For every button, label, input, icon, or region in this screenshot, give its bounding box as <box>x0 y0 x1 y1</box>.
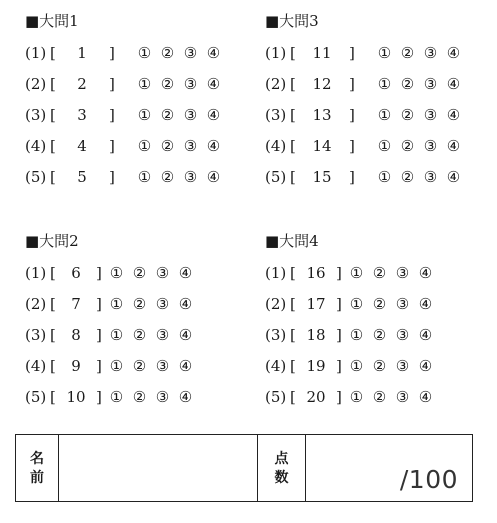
question-label: (1) <box>25 44 47 62</box>
bracket-close: ] <box>349 137 355 155</box>
answer-option[interactable]: ④ <box>206 137 221 155</box>
answer-option[interactable]: ① <box>349 295 364 313</box>
name-label-cell <box>16 435 59 501</box>
question-row <box>265 43 461 63</box>
answer-options <box>345 263 437 283</box>
answer-option[interactable]: ③ <box>395 295 410 313</box>
answer-option[interactable]: ① <box>109 388 124 406</box>
section-title: ■大問4 <box>265 232 319 250</box>
answer-option[interactable]: ② <box>400 44 415 62</box>
answer-option[interactable]: ③ <box>155 264 170 282</box>
answer-option[interactable]: ③ <box>183 75 198 93</box>
bracket-close: ] <box>336 388 342 406</box>
question-number: 17 <box>306 295 326 313</box>
question-row <box>25 74 221 94</box>
question-number: 4 <box>77 137 87 155</box>
answer-option[interactable]: ② <box>372 326 387 344</box>
question-row <box>25 294 193 314</box>
question-label: (3) <box>25 326 47 344</box>
answer-option[interactable]: ④ <box>446 75 461 93</box>
question-row <box>25 356 193 376</box>
question-label: (1) <box>25 264 47 282</box>
question-number: 20 <box>306 388 326 406</box>
answer-option[interactable]: ③ <box>183 137 198 155</box>
answer-option[interactable]: ③ <box>395 388 410 406</box>
question-row <box>25 167 221 187</box>
answer-option[interactable]: ③ <box>395 357 410 375</box>
bracket-close: ] <box>349 44 355 62</box>
bracket-open: [ <box>50 75 56 93</box>
question-label: (4) <box>265 357 287 375</box>
answer-options <box>345 387 437 407</box>
bracket-close: ] <box>336 295 342 313</box>
answer-options <box>105 263 197 283</box>
answer-option[interactable]: ① <box>349 264 364 282</box>
answer-option[interactable]: ④ <box>178 388 193 406</box>
answer-options <box>133 105 225 125</box>
answer-options <box>373 136 465 156</box>
answer-option[interactable]: ③ <box>183 168 198 186</box>
bracket-open: [ <box>50 388 56 406</box>
answer-option[interactable]: ④ <box>446 44 461 62</box>
bracket-open: [ <box>290 388 296 406</box>
bracket-close: ] <box>96 357 102 375</box>
answer-option[interactable]: ④ <box>178 264 193 282</box>
bracket-close: ] <box>349 106 355 124</box>
bracket-open: [ <box>290 44 296 62</box>
answer-options <box>133 136 225 156</box>
score-label-char: 点 <box>274 451 289 467</box>
bracket-close: ] <box>109 137 115 155</box>
bracket-open: [ <box>290 264 296 282</box>
question-number: 8 <box>71 326 81 344</box>
bracket-close: ] <box>336 357 342 375</box>
answer-options <box>345 325 437 345</box>
answer-option[interactable]: ② <box>400 137 415 155</box>
section-3 <box>265 11 461 187</box>
question-row <box>25 43 221 63</box>
answer-option[interactable]: ② <box>132 264 147 282</box>
question-row <box>265 294 433 314</box>
answer-option[interactable]: ② <box>400 75 415 93</box>
answer-option[interactable]: ④ <box>206 75 221 93</box>
answer-option[interactable]: ① <box>377 168 392 186</box>
answer-option[interactable]: ④ <box>206 168 221 186</box>
question-label: (2) <box>25 295 47 313</box>
answer-option[interactable]: ① <box>377 137 392 155</box>
question-label: (1) <box>265 264 287 282</box>
answer-option[interactable]: ① <box>137 137 152 155</box>
answer-option[interactable]: ① <box>377 106 392 124</box>
answer-options <box>133 74 225 94</box>
answer-option[interactable]: ② <box>160 137 175 155</box>
answer-options <box>105 387 197 407</box>
answer-option[interactable]: ④ <box>418 295 433 313</box>
bracket-open: [ <box>50 168 56 186</box>
question-row <box>25 105 221 125</box>
answer-option[interactable]: ① <box>137 106 152 124</box>
bracket-close: ] <box>109 168 115 186</box>
answer-option[interactable]: ② <box>400 106 415 124</box>
answer-option[interactable]: ② <box>132 295 147 313</box>
answer-option[interactable]: ② <box>372 388 387 406</box>
bracket-open: [ <box>290 168 296 186</box>
answer-option[interactable]: ③ <box>155 326 170 344</box>
question-label: (1) <box>265 44 287 62</box>
answer-option[interactable]: ④ <box>206 106 221 124</box>
bracket-open: [ <box>50 326 56 344</box>
answer-option[interactable]: ① <box>109 264 124 282</box>
question-number: 13 <box>312 106 332 124</box>
bracket-open: [ <box>290 295 296 313</box>
question-label: (2) <box>265 295 287 313</box>
answer-option[interactable]: ③ <box>423 75 438 93</box>
question-row <box>265 74 461 94</box>
question-number: 3 <box>77 106 87 124</box>
answer-option[interactable]: ② <box>160 106 175 124</box>
question-row <box>25 387 193 407</box>
answer-option[interactable]: ④ <box>206 44 221 62</box>
question-number: 2 <box>77 75 87 93</box>
name-field[interactable] <box>59 435 258 501</box>
answer-option[interactable]: ③ <box>423 106 438 124</box>
answer-option[interactable]: ② <box>372 357 387 375</box>
question-row <box>265 325 433 345</box>
question-number: 16 <box>306 264 326 282</box>
score-table <box>15 434 473 502</box>
section-1 <box>25 11 221 187</box>
bracket-close: ] <box>109 44 115 62</box>
question-label: (3) <box>265 106 287 124</box>
answer-options <box>345 294 437 314</box>
answer-option[interactable]: ④ <box>446 168 461 186</box>
question-label: (5) <box>265 388 287 406</box>
answer-options <box>133 43 225 63</box>
question-number: 10 <box>66 388 86 406</box>
bracket-open: [ <box>50 44 56 62</box>
question-number: 12 <box>312 75 332 93</box>
question-label: (3) <box>25 106 47 124</box>
answer-option[interactable]: ③ <box>183 44 198 62</box>
bracket-open: [ <box>290 106 296 124</box>
bracket-open: [ <box>50 137 56 155</box>
section-title: ■大問1 <box>25 12 79 30</box>
score-total: /100 <box>399 465 458 494</box>
answer-option[interactable]: ④ <box>418 388 433 406</box>
answer-option[interactable]: ① <box>109 357 124 375</box>
question-row <box>265 387 433 407</box>
question-label: (5) <box>25 168 47 186</box>
answer-options <box>373 74 465 94</box>
bracket-close: ] <box>336 264 342 282</box>
answer-option[interactable]: ① <box>109 326 124 344</box>
answer-option[interactable]: ④ <box>418 264 433 282</box>
question-row <box>265 167 461 187</box>
bracket-open: [ <box>50 295 56 313</box>
question-number: 14 <box>312 137 332 155</box>
answer-options <box>133 167 225 187</box>
answer-option[interactable]: ③ <box>423 137 438 155</box>
answer-option[interactable]: ③ <box>395 326 410 344</box>
answer-option[interactable]: ③ <box>183 106 198 124</box>
question-row <box>25 263 193 283</box>
answer-option[interactable]: ① <box>349 357 364 375</box>
answer-option[interactable]: ① <box>109 295 124 313</box>
answer-options <box>373 43 465 63</box>
bracket-close: ] <box>349 168 355 186</box>
answer-option[interactable]: ③ <box>155 388 170 406</box>
answer-option[interactable]: ① <box>137 44 152 62</box>
answer-option[interactable]: ④ <box>178 357 193 375</box>
score-label-cell <box>258 435 306 501</box>
bracket-open: [ <box>290 137 296 155</box>
answer-option[interactable]: ② <box>160 75 175 93</box>
answer-option[interactable]: ④ <box>178 326 193 344</box>
section-title: ■大問3 <box>265 12 319 30</box>
question-row <box>265 356 433 376</box>
answer-option[interactable]: ① <box>137 168 152 186</box>
answer-option[interactable]: ④ <box>446 106 461 124</box>
section-2 <box>25 231 193 407</box>
score-label-char: 数 <box>274 470 289 486</box>
answer-option[interactable]: ① <box>137 75 152 93</box>
question-row <box>265 263 433 283</box>
bracket-close: ] <box>96 388 102 406</box>
answer-option[interactable]: ② <box>372 295 387 313</box>
answer-option[interactable]: ① <box>349 388 364 406</box>
answer-option[interactable]: ② <box>132 326 147 344</box>
bracket-open: [ <box>50 264 56 282</box>
answer-options <box>105 294 197 314</box>
answer-options <box>373 105 465 125</box>
answer-option[interactable]: ① <box>377 75 392 93</box>
answer-options <box>373 167 465 187</box>
answer-options <box>105 356 197 376</box>
answer-option[interactable]: ③ <box>423 44 438 62</box>
bracket-close: ] <box>96 295 102 313</box>
question-number: 9 <box>71 357 81 375</box>
bracket-close: ] <box>96 326 102 344</box>
question-row <box>25 136 221 156</box>
answer-option[interactable]: ④ <box>178 295 193 313</box>
question-label: (5) <box>265 168 287 186</box>
answer-option[interactable]: ② <box>160 44 175 62</box>
answer-options <box>345 356 437 376</box>
question-label: (4) <box>25 357 47 375</box>
bracket-open: [ <box>50 357 56 375</box>
section-title: ■大問2 <box>25 232 79 250</box>
question-number: 6 <box>71 264 81 282</box>
question-number: 15 <box>312 168 332 186</box>
answer-options <box>105 325 197 345</box>
answer-option[interactable]: ③ <box>155 357 170 375</box>
bracket-close: ] <box>336 326 342 344</box>
section-4 <box>265 231 433 407</box>
question-label: (4) <box>265 137 287 155</box>
question-number: 1 <box>77 44 87 62</box>
answer-option[interactable]: ③ <box>155 295 170 313</box>
question-number: 5 <box>77 168 87 186</box>
answer-option[interactable]: ② <box>400 168 415 186</box>
question-number: 7 <box>71 295 81 313</box>
answer-option[interactable]: ② <box>160 168 175 186</box>
bracket-close: ] <box>109 106 115 124</box>
answer-option[interactable]: ④ <box>418 357 433 375</box>
bracket-open: [ <box>290 75 296 93</box>
question-label: (3) <box>265 326 287 344</box>
answer-option[interactable]: ④ <box>446 137 461 155</box>
question-label: (5) <box>25 388 47 406</box>
answer-option[interactable]: ③ <box>395 264 410 282</box>
answer-option[interactable]: ① <box>377 44 392 62</box>
name-label-char: 前 <box>30 470 44 486</box>
question-row <box>25 325 193 345</box>
answer-option[interactable]: ③ <box>423 168 438 186</box>
answer-option[interactable]: ② <box>372 264 387 282</box>
question-number: 18 <box>306 326 326 344</box>
bracket-open: [ <box>50 106 56 124</box>
answer-option[interactable]: ② <box>132 388 147 406</box>
question-number: 19 <box>306 357 326 375</box>
bracket-open: [ <box>290 357 296 375</box>
bracket-close: ] <box>96 264 102 282</box>
bracket-open: [ <box>290 326 296 344</box>
answer-option[interactable]: ② <box>132 357 147 375</box>
question-label: (2) <box>265 75 287 93</box>
question-number: 11 <box>312 44 332 62</box>
bracket-close: ] <box>109 75 115 93</box>
bracket-close: ] <box>349 75 355 93</box>
question-label: (2) <box>25 75 47 93</box>
question-row <box>265 105 461 125</box>
answer-option[interactable]: ① <box>349 326 364 344</box>
answer-option[interactable]: ④ <box>418 326 433 344</box>
question-label: (4) <box>25 137 47 155</box>
score-field[interactable] <box>306 435 472 501</box>
question-row <box>265 136 461 156</box>
name-label-char: 名 <box>30 451 44 467</box>
